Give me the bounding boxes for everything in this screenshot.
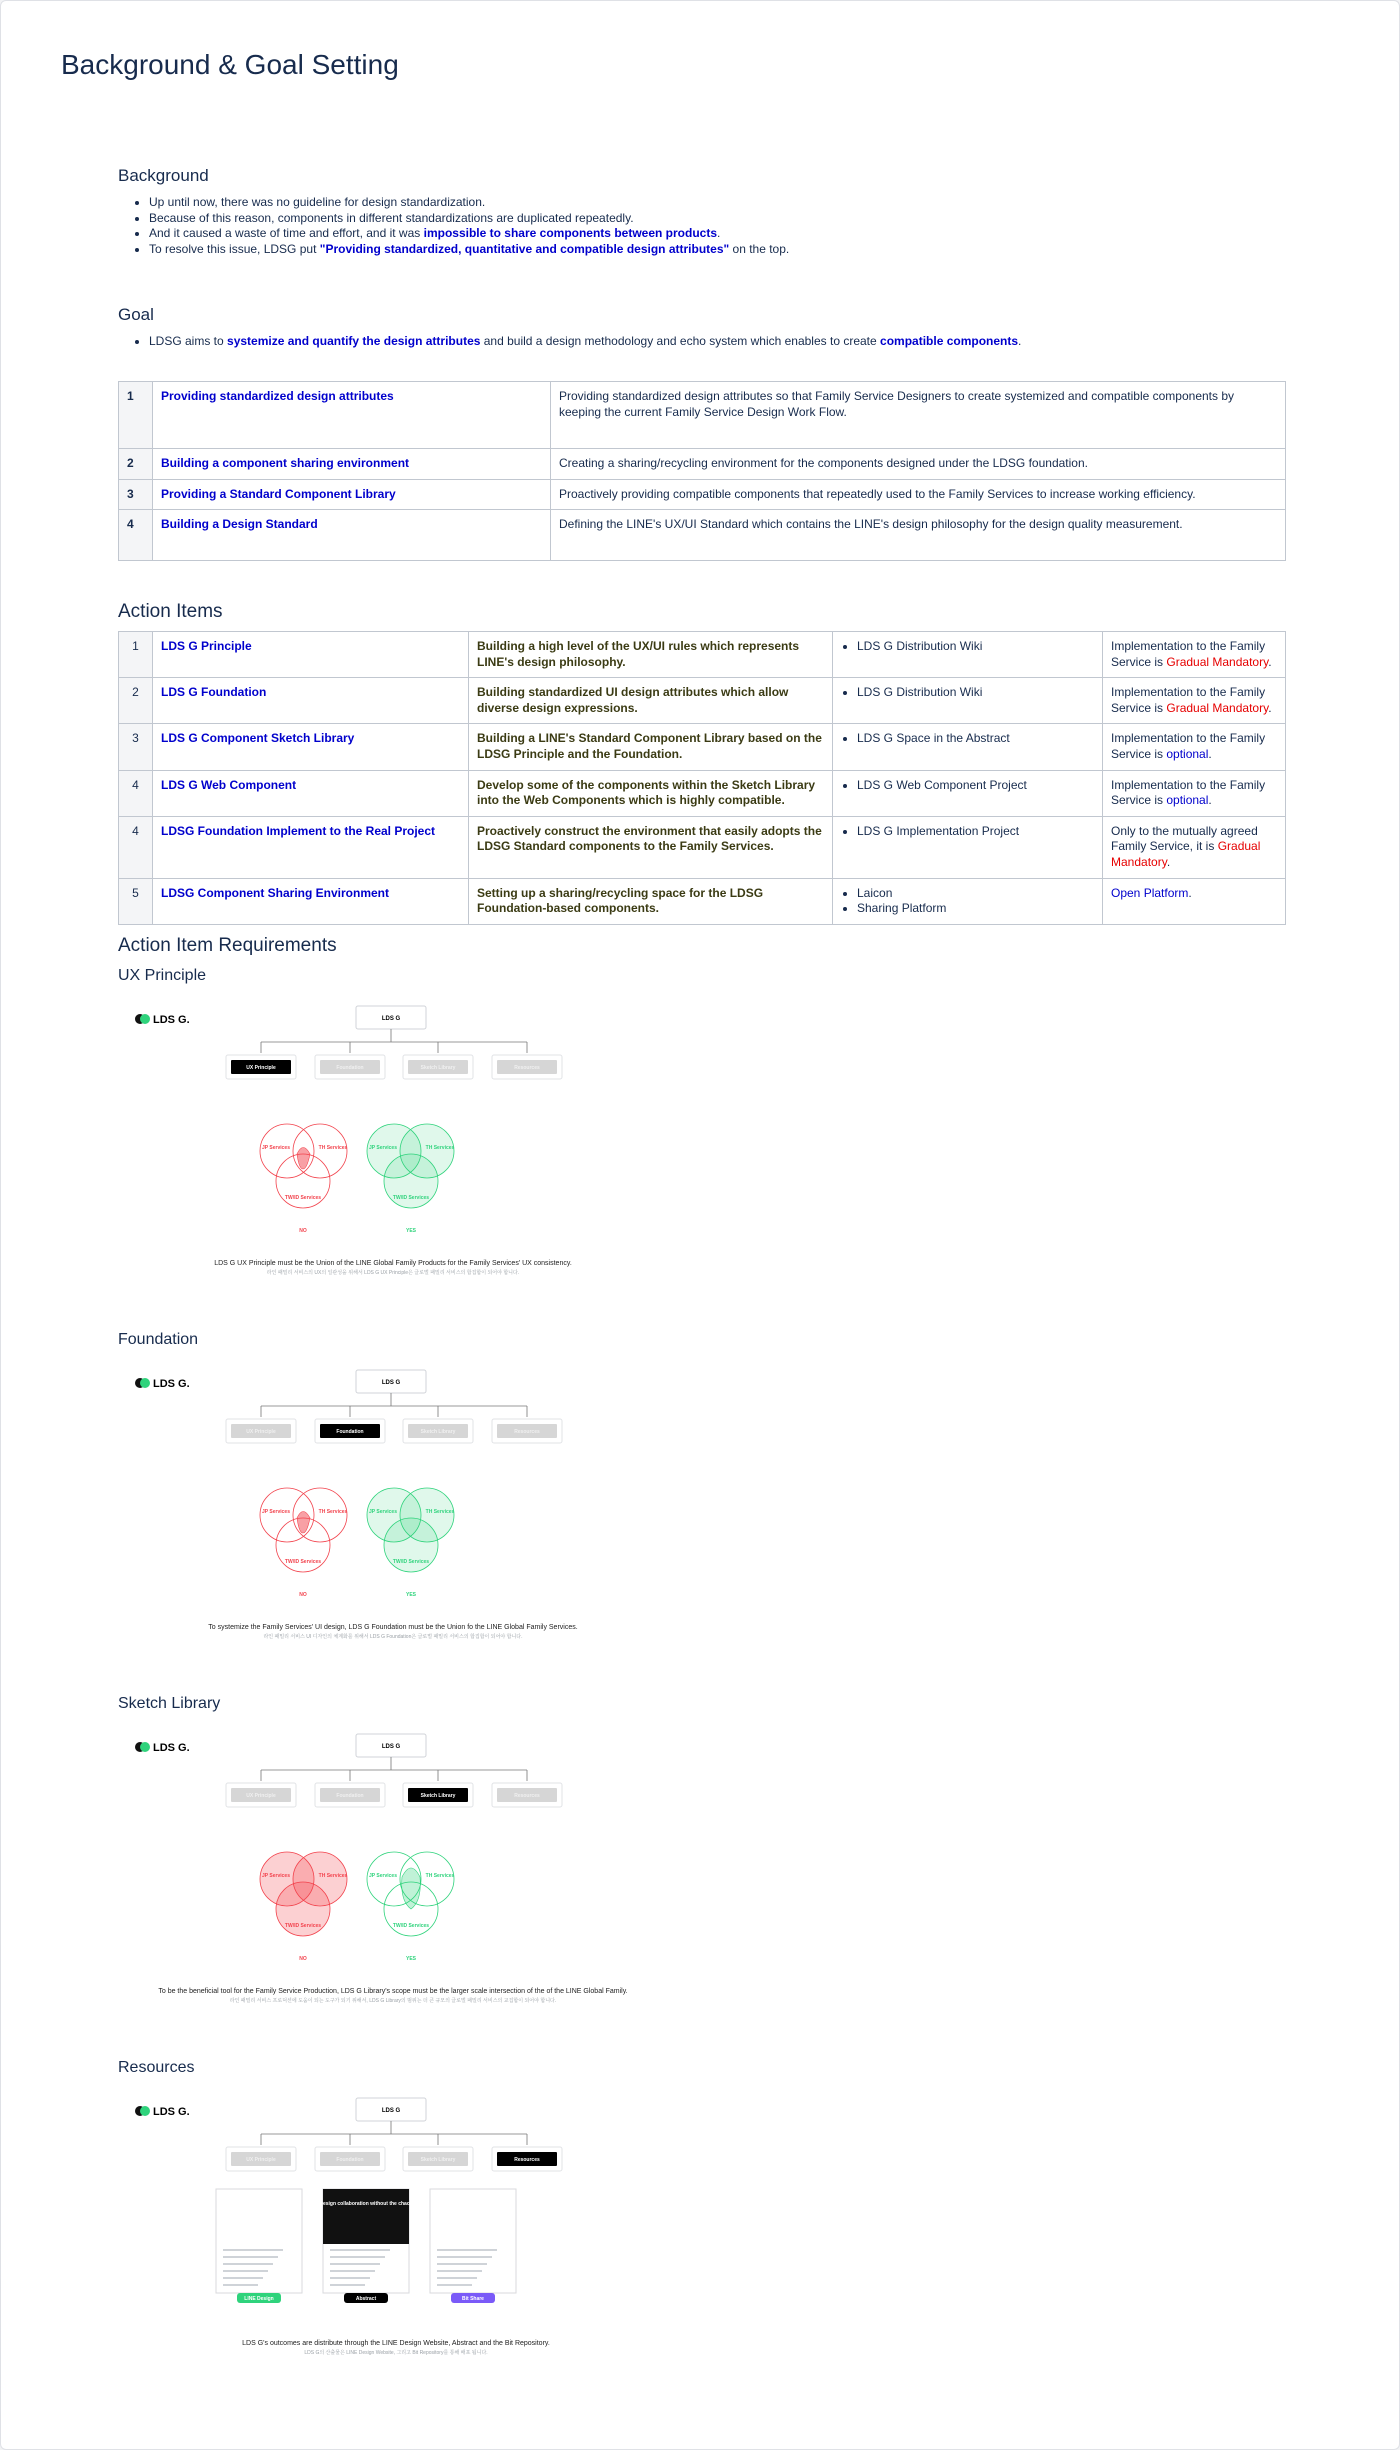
venn-intersection <box>402 1868 421 1909</box>
card-line <box>437 2284 472 2286</box>
row-number: 5 <box>119 878 153 924</box>
table-row: 4 Building a Design Standard Defining the LINE's UX/UI Standard which contains the LINE's design philosophy for the design quality measurement. <box>119 510 1286 561</box>
venn-label: TH Services <box>318 1145 348 1151</box>
action-items-heading: Action Items <box>118 601 223 622</box>
list-item: • LDS G Space in the Abstract <box>857 731 1094 747</box>
venn-intersection <box>297 1148 310 1170</box>
card-line <box>437 2270 482 2272</box>
list-item: • To resolve this issue, LDSG put "Providing standardized, quantitative and compatible design attributes" on the top. <box>149 242 1284 258</box>
venn-label: TW/ID Services <box>392 1195 430 1201</box>
venn-result-label: NO <box>299 1956 307 1962</box>
background-section <box>118 166 1284 257</box>
action-title: LDS G Principle <box>153 632 469 678</box>
action-description: Develop some of the components within the Sketch Library into the Web Components which is highly compatible. <box>469 770 833 816</box>
card-line <box>437 2249 497 2251</box>
child-node-label: Foundation <box>336 1065 364 1071</box>
card-line <box>437 2256 492 2258</box>
action-note: Implementation to the Family Service is Gradual Mandatory. <box>1103 632 1286 678</box>
diagram-subcaption: 라인 패밀리 서비스 UI 디자인의 체계화를 위해서 LDS G Foundation은 글로벌 패밀리 서비스의 합집합이 되어야 합니다. <box>263 1634 523 1640</box>
child-node-label: UX Principle <box>246 1429 276 1435</box>
child-node-label: Resources <box>514 1793 540 1799</box>
venn-label: JP Services <box>262 1509 290 1515</box>
goal-heading: Goal <box>118 305 154 324</box>
card-badge-label: LINE Design <box>244 2296 274 2302</box>
diagram-caption: LDS G's outcomes are distribute through the LINE Design Website, Abstract and the Bit Repository. <box>242 2340 550 2347</box>
action-description: Proactively construct the environment that easily adopts the LDSG Standard components to the Family Services. <box>469 816 833 878</box>
foundation-heading: Foundation <box>118 1331 199 1348</box>
logo-text: LDS G. <box>153 1014 190 1026</box>
action-description: Setting up a sharing/recycling space for the LDSG Foundation-based components. <box>469 878 833 924</box>
table-row <box>119 678 1286 724</box>
goal-list <box>118 334 1284 350</box>
diagram-svg <box>132 1729 732 2029</box>
list-item: • LDS G Implementation Project <box>857 824 1094 840</box>
diagram-svg <box>132 2093 732 2393</box>
requirements-heading: Action Item Requirements <box>118 935 337 956</box>
card-line <box>330 2270 375 2272</box>
venn-label: TH Services <box>318 1509 348 1515</box>
logo-text: LDS G. <box>153 1378 190 1390</box>
venn-label: JP Services <box>262 1873 290 1879</box>
venn-result-label: NO <box>299 1592 307 1598</box>
list-item: • LDS G Distribution Wiki <box>857 685 1094 701</box>
child-node-label: UX Principle <box>246 1065 276 1071</box>
action-description: Building standardized UI design attributes which allow diverse design expressions. <box>469 678 833 724</box>
ux-principle-diagram <box>132 1001 732 1301</box>
action-description: Building a LINE's Standard Component Library based on the LDSG Principle and the Foundation. <box>469 724 833 770</box>
diagram-svg <box>132 1365 732 1665</box>
diagram-svg <box>132 1001 732 1301</box>
row-number: 3 <box>119 724 153 770</box>
action-description: Building a high level of the UX/UI rules which represents LINE's design philosophy. <box>469 632 833 678</box>
venn-label: TH Services <box>425 1873 455 1879</box>
action-refs <box>833 632 1103 678</box>
resources-heading: Resources <box>118 2059 195 2076</box>
resources-diagram <box>132 2093 732 2393</box>
action-note: Only to the mutually agreed Family Service, it is Gradual Mandatory. <box>1103 816 1286 878</box>
card-line <box>330 2277 370 2279</box>
venn-label: TH Services <box>425 1509 455 1515</box>
diagram-subcaption: 라인 패밀리 서비스의 UX의 일관성을 위해서 LDS G UX Principle은 글로벌 패밀리 서비스의 합집합이 되어야 합니다. <box>266 1270 520 1276</box>
list-item: • And it caused a waste of time and effort, and it was impossible to share components between products. <box>149 226 1284 242</box>
venn-label: TW/ID Services <box>284 1923 322 1929</box>
child-node-label: Foundation <box>336 1793 364 1799</box>
background-list <box>118 195 1284 257</box>
venn-result-label: YES <box>405 1228 417 1234</box>
card-line <box>223 2270 268 2272</box>
action-refs <box>833 724 1103 770</box>
list-item: • Up until now, there was no guideline for design standardization. <box>149 195 1284 211</box>
venn-label: TW/ID Services <box>392 1559 430 1565</box>
venn-result-label: YES <box>405 1592 417 1598</box>
action-title: LDS G Component Sketch Library <box>153 724 469 770</box>
table-row: 1 Providing standardized design attributes Providing standardized design attributes so that Family Service Designers to create systemized and compatible components by keeping the current Family Service Design Work Flow. <box>119 382 1286 449</box>
page-title: Background & Goal Setting <box>61 49 399 80</box>
list-item: • Laicon <box>857 886 1094 902</box>
card-hero <box>323 2189 409 2244</box>
card-line <box>437 2277 477 2279</box>
card-line <box>223 2256 278 2258</box>
card-line <box>330 2256 385 2258</box>
table-row: 3 Providing a Standard Component Library Proactively providing compatible components that repeatedly used to the Family Services to increase working efficiency. <box>119 479 1286 510</box>
diagram-caption: To systemize the Family Services' UI design, LDS G Foundation must be the Union fo the LINE Global Family Services. <box>208 1624 578 1631</box>
row-number: 4 <box>119 816 153 878</box>
child-node-label: UX Principle <box>246 1793 276 1799</box>
list-item: • LDSG aims to systemize and quantify the design attributes and build a design methodology and echo system which enables to create compatible components. <box>149 334 1284 350</box>
root-label: LDS G <box>381 1744 401 1750</box>
list-item: • Because of this reason, components in different standardizations are duplicated repeatedly. <box>149 211 1284 227</box>
row-number: 1 <box>119 632 153 678</box>
lds-logo <box>135 1742 150 1752</box>
child-node-label: Resources <box>514 1065 540 1071</box>
card-hero-text: Design collaboration without the chaos <box>319 2201 413 2207</box>
root-label: LDS G <box>381 1380 401 1386</box>
list-item: • LDS G Web Component Project <box>857 778 1094 794</box>
action-title: LDS G Foundation <box>153 678 469 724</box>
table-row <box>119 770 1286 816</box>
venn-intersection <box>297 1512 310 1534</box>
child-node-label: Foundation <box>336 2157 364 2163</box>
list-item: • Sharing Platform <box>857 901 1094 917</box>
diagram-caption: To be the beneficial tool for the Family Service Production, LDS G Library's scope must be the larger scale intersection of the of the LINE Global Family. <box>158 1988 628 1995</box>
action-refs <box>833 878 1103 924</box>
table-row <box>119 878 1286 924</box>
venn-label: JP Services <box>369 1873 397 1879</box>
root-label: LDS G <box>381 1016 401 1022</box>
table-row <box>119 724 1286 770</box>
action-note: Implementation to the Family Service is optional. <box>1103 724 1286 770</box>
card-line <box>330 2263 380 2265</box>
background-heading: Background <box>118 166 209 185</box>
lds-logo <box>135 1378 150 1388</box>
child-node-label: Resources <box>514 2157 540 2163</box>
table-row: 2 Building a component sharing environment Creating a sharing/recycling environment for the components designed under the LDSG foundation. <box>119 449 1286 480</box>
list-item: • LDS G Distribution Wiki <box>857 639 1094 655</box>
venn-label: TW/ID Services <box>284 1559 322 1565</box>
row-number: 2 <box>119 678 153 724</box>
action-title: LDSG Component Sharing Environment <box>153 878 469 924</box>
child-node-label: UX Principle <box>246 2157 276 2163</box>
venn-result-label: NO <box>299 1228 307 1234</box>
sketch-library-heading: Sketch Library <box>118 1695 221 1712</box>
action-refs <box>833 770 1103 816</box>
venn-label: TH Services <box>318 1873 348 1879</box>
goal-table <box>118 381 1286 561</box>
card-badge-label: Bit Share <box>462 2296 484 2302</box>
child-node-label: Resources <box>514 1429 540 1435</box>
card-badge-label: Abstract <box>355 2296 377 2302</box>
logo-text: LDS G. <box>153 2106 190 2118</box>
action-note: Open Platform. <box>1103 878 1286 924</box>
venn-label: TW/ID Services <box>392 1923 430 1929</box>
card-line <box>330 2284 365 2286</box>
action-note: Implementation to the Family Service is optional. <box>1103 770 1286 816</box>
action-title: LDS G Web Component <box>153 770 469 816</box>
table-row <box>119 816 1286 878</box>
child-node-label: Foundation <box>336 1429 364 1435</box>
venn-label: JP Services <box>369 1509 397 1515</box>
action-refs <box>833 678 1103 724</box>
diagram-subcaption: 라인 패밀리 서비스 프로덕션에 도움이 되는 도구가 되기 위해서, LDS G Library의 범위는 더 큰 규모의 글로벌 패밀리 서비스의 교집합이 되어야 합니다. <box>229 1998 557 2004</box>
goal-section <box>118 305 1284 350</box>
action-note: Implementation to the Family Service is Gradual Mandatory. <box>1103 678 1286 724</box>
card-line <box>330 2249 390 2251</box>
venn-label: JP Services <box>369 1145 397 1151</box>
child-node-label: Sketch Library <box>420 1065 456 1071</box>
lds-logo <box>135 1014 150 1024</box>
venn-label: TW/ID Services <box>284 1195 322 1201</box>
lds-logo <box>135 2106 150 2116</box>
diagram-caption: LDS G UX Principle must be the Union of the LINE Global Family Products for the Family Services' UX consistency. <box>214 1260 572 1267</box>
venn-label: JP Services <box>262 1145 290 1151</box>
card-line <box>223 2284 258 2286</box>
action-refs <box>833 816 1103 878</box>
card-line <box>223 2263 273 2265</box>
action-title: LDSG Foundation Implement to the Real Project <box>153 816 469 878</box>
child-node-label: Sketch Library <box>420 1429 456 1435</box>
card-line <box>223 2249 283 2251</box>
venn-result-label: YES <box>405 1956 417 1962</box>
row-number: 4 <box>119 770 153 816</box>
card-line <box>437 2263 487 2265</box>
foundation-diagram <box>132 1365 732 1665</box>
sketch-library-diagram <box>132 1729 732 2029</box>
child-node-label: Sketch Library <box>420 2157 456 2163</box>
venn-label: TH Services <box>425 1145 455 1151</box>
table-row <box>119 632 1286 678</box>
logo-text: LDS G. <box>153 1742 190 1754</box>
child-node-label: Sketch Library <box>420 1793 456 1799</box>
ux-principle-heading: UX Principle <box>118 967 207 984</box>
diagram-subcaption: LDS G의 산출물은 LINE Design Website, 그리고 Bit Repository를 통해 배포 됩니다. <box>304 2350 488 2356</box>
card-line <box>223 2277 263 2279</box>
root-label: LDS G <box>381 2108 401 2114</box>
action-items-table <box>118 631 1286 925</box>
